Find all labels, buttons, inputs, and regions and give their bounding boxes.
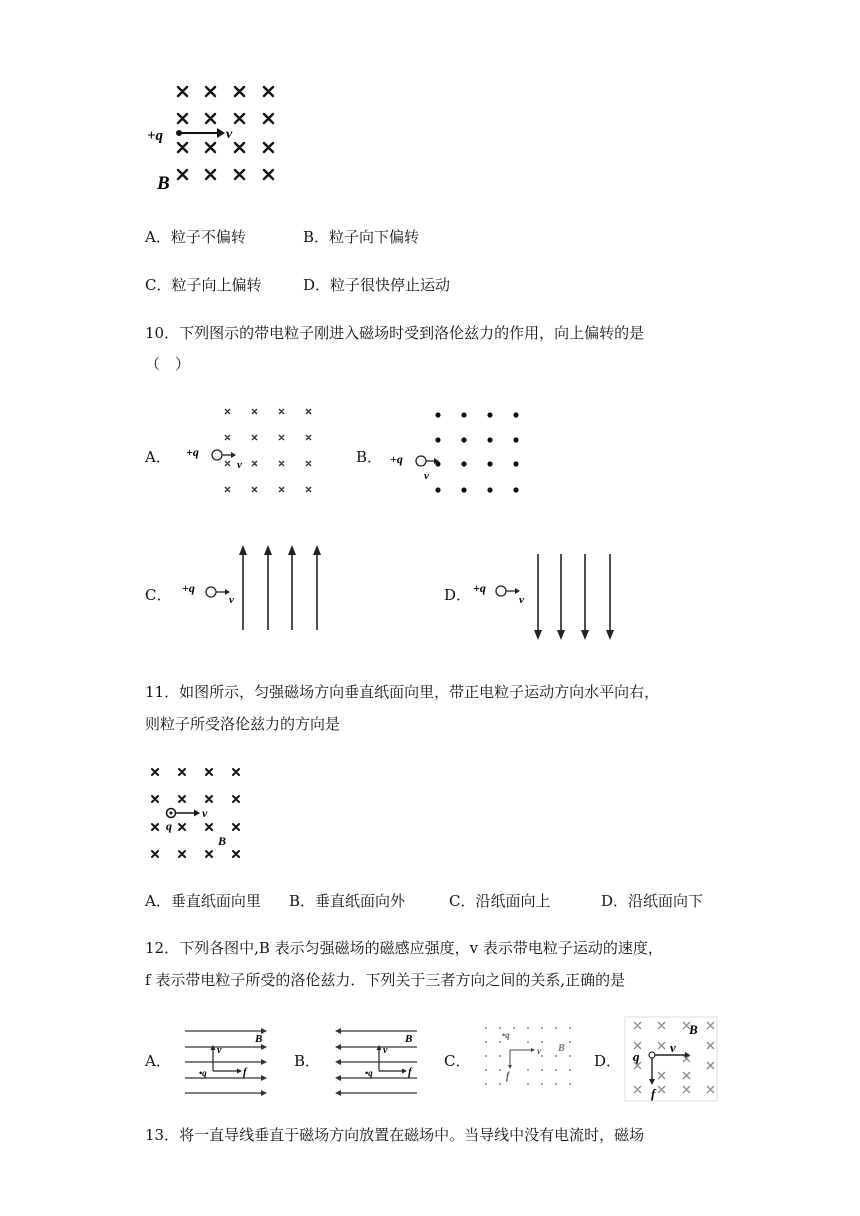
q9-option-a: A．粒子不偏转 — [145, 228, 246, 246]
svg-text:q: q — [633, 1049, 640, 1064]
svg-text:+q: +q — [390, 452, 403, 466]
q10-fig-b-letter: B． — [356, 448, 383, 466]
svg-text:B: B — [405, 1033, 413, 1045]
q12-stem-line2: f 表示带电粒子所受的洛伦兹力．下列关于三者方向之间的关系,正确的是 — [145, 971, 626, 989]
svg-text:f: f — [408, 1066, 412, 1078]
svg-text:v: v — [424, 470, 429, 482]
q9-charge-label: +q — [147, 128, 164, 144]
svg-text:v: v — [237, 459, 242, 471]
svg-text:v: v — [670, 1040, 676, 1055]
svg-text:B: B — [255, 1033, 263, 1045]
q12-fig-a — [183, 1025, 273, 1097]
svg-text:•q: •q — [365, 1068, 373, 1078]
svg-text:+q: +q — [182, 581, 195, 595]
svg-text:f: f — [243, 1066, 247, 1078]
q11-option-a: A．垂直纸面向里 — [145, 892, 261, 910]
q10-fig-b — [388, 400, 538, 500]
svg-text:•q: •q — [502, 1030, 510, 1040]
q10-fig-c — [180, 542, 330, 637]
q9-velocity-label: v — [226, 127, 233, 142]
q11-option-d: D．沿纸面向下 — [601, 892, 704, 910]
q12-fig-c — [480, 1022, 580, 1094]
q12-fig-b-letter: B． — [294, 1052, 321, 1070]
svg-text:v: v — [202, 806, 208, 820]
q10-fig-d-letter: D． — [444, 586, 472, 604]
svg-text:v: v — [217, 1045, 222, 1056]
svg-text:v: v — [519, 594, 524, 606]
svg-text:B: B — [218, 834, 227, 848]
svg-text:B: B — [689, 1022, 698, 1037]
svg-text:B: B — [558, 1043, 565, 1054]
svg-text:+q: +q — [473, 581, 486, 595]
q11-option-c: C．沿纸面向上 — [449, 892, 551, 910]
svg-text:f: f — [506, 1071, 510, 1082]
q9-field-label: B — [157, 173, 170, 194]
q12-stem-line1: 12．下列各图中,B 表示匀强磁场的磁感应强度，v 表示带电粒子运动的速度， — [145, 939, 663, 957]
svg-text:q: q — [166, 819, 172, 833]
q12-fig-d-letter: D． — [594, 1052, 622, 1070]
svg-text:v: v — [537, 1046, 541, 1056]
svg-text:f: f — [651, 1086, 656, 1101]
q11-stem-line2: 则粒子所受洛伦兹力的方向是 — [145, 715, 341, 733]
q10-stem-line2: （ ） — [145, 355, 191, 373]
q10-fig-a-letter: A． — [145, 448, 171, 466]
svg-text:+q: +q — [186, 445, 199, 459]
q10-fig-a — [180, 400, 330, 500]
svg-text:v: v — [229, 594, 234, 606]
q10-stem-line1: 10．下列图示的带电粒子刚进入磁场时受到洛伦兹力的作用，向上偏转的是 — [145, 324, 645, 342]
q9-option-d: D．粒子很快停止运动 — [303, 276, 451, 294]
q12-fig-d — [625, 1017, 717, 1101]
svg-text:•q: •q — [199, 1068, 207, 1078]
q12-fig-a-letter: A． — [145, 1052, 171, 1070]
q12-fig-b — [333, 1025, 423, 1097]
q9-figure — [145, 80, 285, 195]
q13-stem-line1: 13．将一直导线垂直于磁场方向放置在磁场中。当导线中没有电流时，磁场 — [145, 1126, 645, 1144]
q9-option-b: B．粒子向下偏转 — [303, 228, 420, 246]
q11-option-b: B．垂直纸面向外 — [289, 892, 406, 910]
q12-fig-c-letter: C． — [444, 1052, 471, 1070]
q10-fig-c-letter: C． — [145, 586, 172, 604]
q10-fig-d — [470, 542, 620, 647]
svg-text:v: v — [383, 1045, 388, 1056]
q9-option-c: C．粒子向上偏转 — [145, 276, 262, 294]
q11-stem-line1: 11．如图所示，匀强磁场方向垂直纸面向里，带正电粒子运动方向水平向右， — [145, 683, 660, 701]
q11-figure — [145, 762, 255, 862]
